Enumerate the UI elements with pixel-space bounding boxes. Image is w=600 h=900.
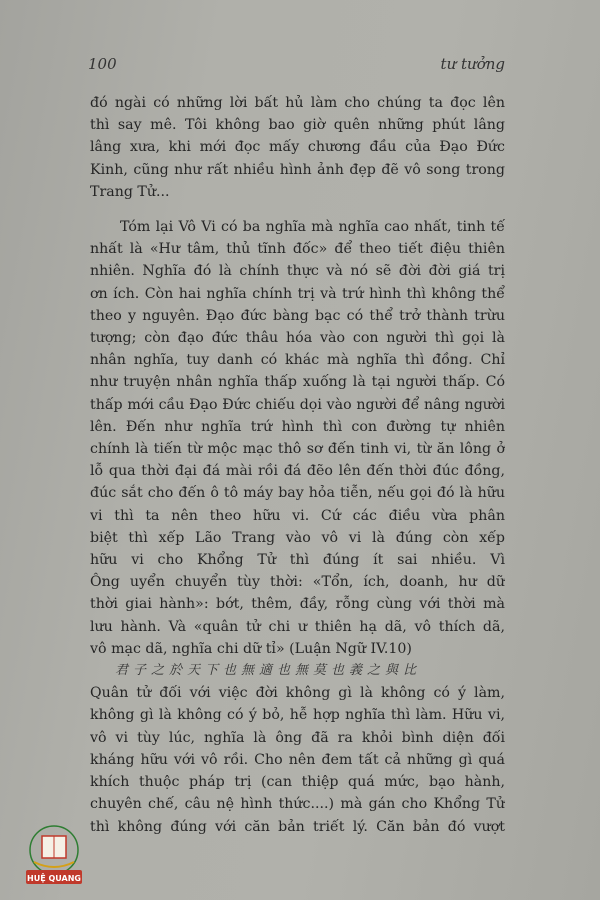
- running-title: tư tưởng: [440, 55, 505, 73]
- text-line: Ông uyển chuyển tùy thời: «Tổn, ích, doanh, hư dữ: [90, 574, 505, 591]
- text-line: ơn ích. Còn hai nghĩa chính trị và trứ hình thì không thể: [90, 285, 505, 302]
- text-line: thời giai hành»: bớt, thêm, đầy, rỗng cùng với thời mà: [90, 596, 505, 613]
- text-line: nhân nghĩa, tuy danh có khác mà nghĩa thì đồng. Chỉ: [90, 352, 505, 369]
- chinese-quotation: 君子之於天下也無適也無莫也義之與比: [115, 663, 422, 679]
- text-line: Quân tử đối với việc đời không gì là không có ý làm,: [90, 685, 505, 702]
- text-line: hữu vi cho Khổng Tử thì đúng ít sai nhiều. Vì: [90, 552, 505, 569]
- text-line: thì say mê. Tôi không bao giờ quên những phút lâng: [90, 117, 505, 134]
- text-line: lâng xưa, khi mới đọc mấy chương đầu của Đạo Đức: [90, 139, 505, 156]
- text-line: lỗ qua thời đại đá mài rồi đá đẽo lên đến thời đúc đồng,: [90, 463, 505, 480]
- text-line: lưu hành. Và «quân tử chi ư thiên hạ dã, vô thích dã,: [90, 618, 505, 635]
- text-line: chính là tiến từ mộc mạc thô sơ đến tinh vi, từ ăn lông ở: [90, 441, 505, 458]
- text-line: đúc sắt cho đến ô tô máy bay hỏa tiễn, nếu gọi đó là hữu: [90, 485, 505, 502]
- text-line: theo y nguyên. Đạo đức bàng bạc có thể trở thành trừu: [90, 307, 505, 324]
- text-line: biệt thì xếp Lão Trang vào vô vi là đúng còn xếp: [90, 529, 505, 546]
- text-line: vô mạc dã, nghĩa chi dữ tỉ» (Luận Ngữ IV.10): [90, 640, 412, 657]
- text-line: khích thuộc pháp trị (can thiệp quá mức, bạo hành,: [90, 774, 505, 791]
- text-line: kháng hữu với vô rồi. Cho nên đem tất cả những gì quá: [90, 751, 505, 768]
- text-line: nhất là «Hư tâm, thủ tĩnh đốc» để theo tiết điệu thiên: [90, 241, 505, 258]
- logo-banner-text: HUỆ QUANG: [27, 874, 81, 883]
- text-line: tượng; còn đạo đức thâu hóa vào con người thì gọi là: [90, 330, 505, 347]
- text-line: vô vi tùy lúc, nghĩa là ông đã ra khỏi bình diện đối: [90, 729, 505, 746]
- text-line: thấp mới cầu Đạo Đức chiếu dọi vào người để nâng người: [90, 396, 505, 413]
- text-line: Tóm lại Vô Vi có ba nghĩa mà nghĩa cao nhất, tinh tế: [120, 219, 505, 236]
- text-line: nhiên. Nghĩa đó là chính thực và nó sẽ đời đời giá trị: [90, 263, 505, 280]
- ribbon-icon: [34, 862, 74, 867]
- paragraph-2: [90, 216, 505, 660]
- paragraph-3: [90, 682, 505, 837]
- text-line: chuyên chế, câu nệ hình thức....) mà gán cho Khổng Tử: [90, 796, 505, 813]
- page-number: 100: [88, 55, 117, 73]
- text-line: đó ngài có những lời bất hủ làm cho chúng ta đọc lên: [90, 95, 505, 111]
- text-line: không gì là không có ý bỏ, hễ hợp nghĩa thì làm. Hữu vi,: [90, 707, 505, 724]
- text-line: vi thì ta nên theo hữu vi. Cứ các điều vừa phân: [90, 507, 505, 524]
- page-header: [88, 55, 505, 73]
- text-line: thì không đúng với căn bản triết lý. Căn bản đó vượt: [90, 818, 505, 835]
- text-line: Trang Tử...: [90, 183, 170, 200]
- paragraph-1: [90, 92, 505, 203]
- text-line: lên. Đến như nghĩa trứ hình thì con đường tự nhiên: [90, 418, 505, 435]
- text-line: Kinh, cũng như rất nhiều hình ảnh đẹp đẽ vô song trong: [90, 161, 505, 178]
- body-text: [90, 92, 505, 838]
- text-line: như truyện nhân nghĩa thấp xuống là tại người thấp. Có: [90, 374, 505, 391]
- hue-quang-logo: [14, 820, 94, 890]
